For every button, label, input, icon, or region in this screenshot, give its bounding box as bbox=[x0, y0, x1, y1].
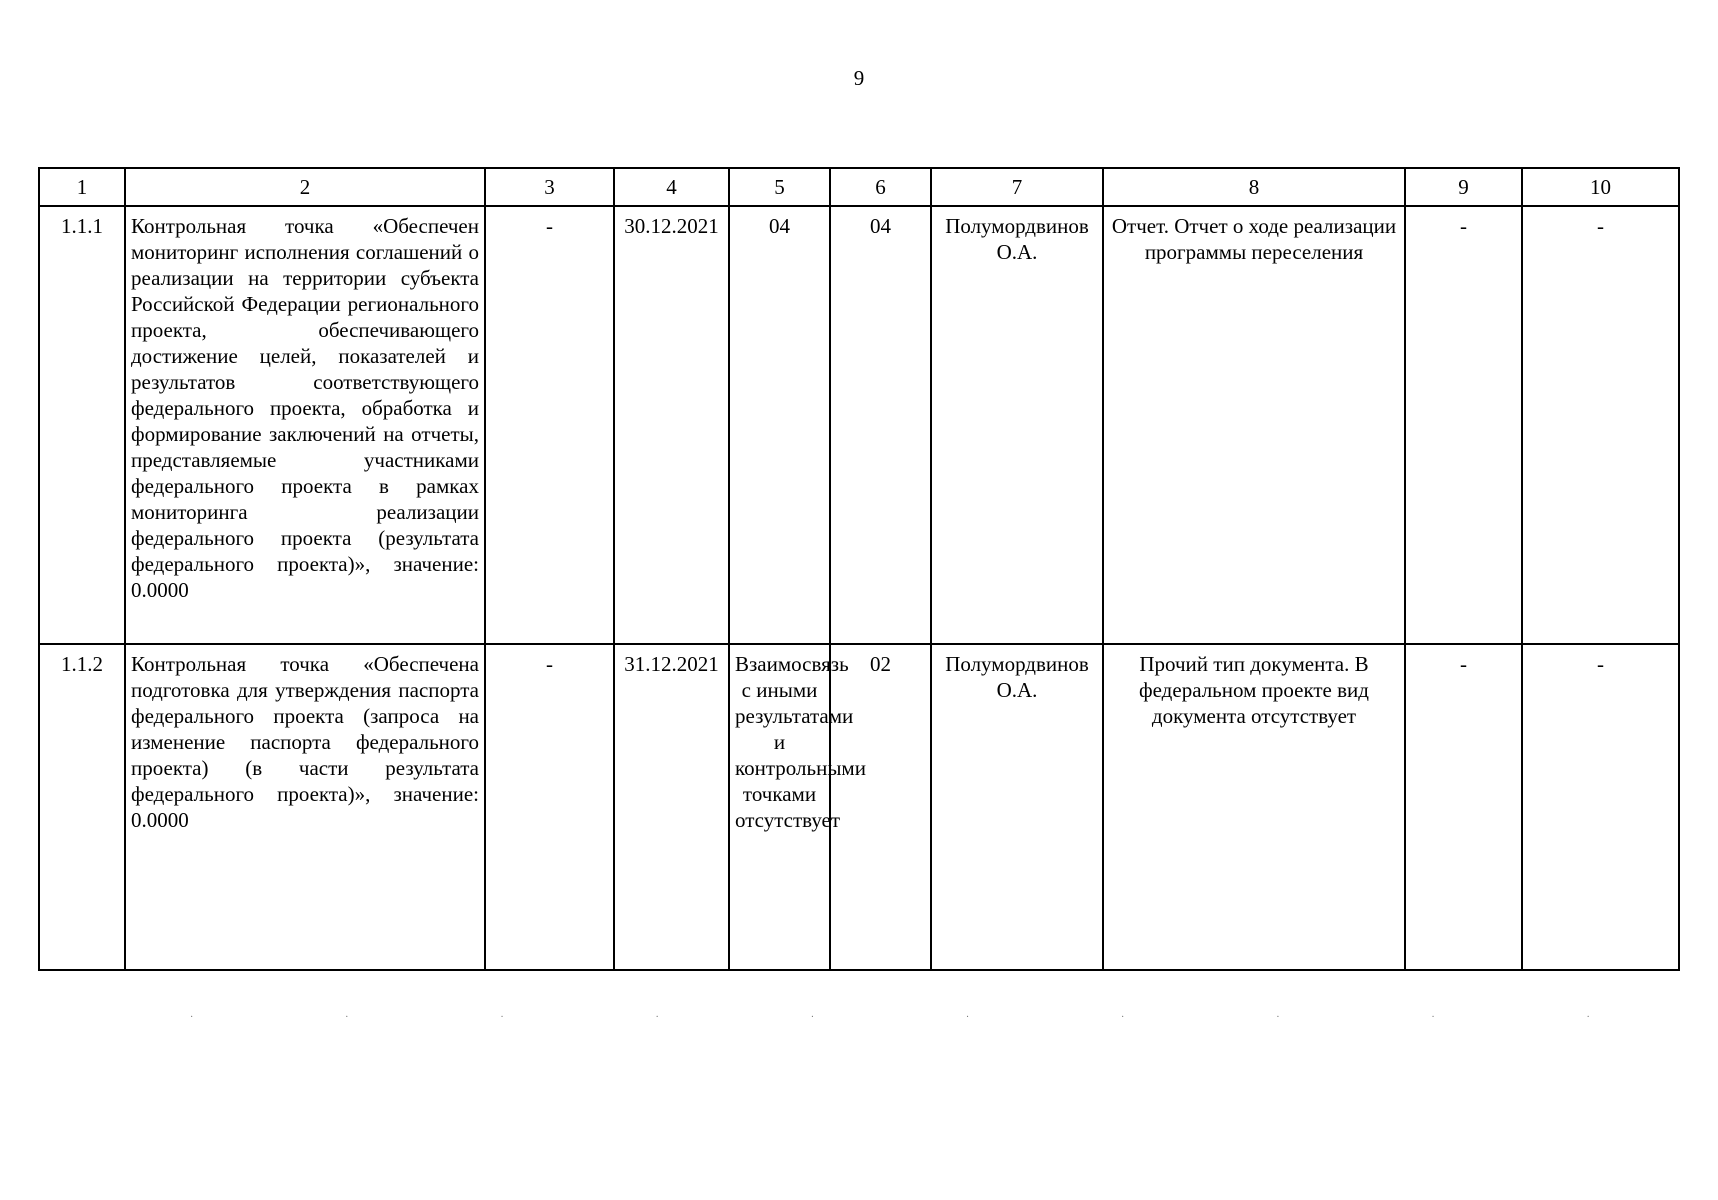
scan-dots-decoration bbox=[190, 1012, 1590, 1023]
control-point-description: Контрольная точка «Обеспечена подготовка для утверждения паспорта федерального проекта (запроса на изменение паспорта федерального проекта) (в части результата федерального проекта)», значение: 0.0000 bbox=[125, 644, 485, 970]
cell-col10: - bbox=[1522, 206, 1679, 644]
scan-dot: · bbox=[1276, 1012, 1280, 1023]
document-type: Отчет. Отчет о ходе реализации программы переселения bbox=[1103, 206, 1405, 644]
column-header: 4 bbox=[614, 168, 729, 206]
control-points-table bbox=[38, 167, 1680, 971]
scan-dot: · bbox=[190, 1012, 194, 1023]
cell-col9: - bbox=[1405, 644, 1522, 970]
responsible-person: Полумордвинов О.А. bbox=[931, 206, 1103, 644]
column-header: 10 bbox=[1522, 168, 1679, 206]
table-header-row bbox=[39, 168, 1679, 206]
cell-col5: 04 bbox=[729, 206, 830, 644]
table-row bbox=[39, 644, 1679, 970]
cell-col5: Взаимосвязь с иными результатами и контрольными точками отсутствует bbox=[729, 644, 830, 970]
row-number: 1.1.2 bbox=[39, 644, 125, 970]
scan-dot: · bbox=[1121, 1012, 1125, 1023]
date-cell: 30.12.2021 bbox=[614, 206, 729, 644]
scan-dot: · bbox=[500, 1012, 504, 1023]
table-row bbox=[39, 206, 1679, 644]
scan-dot: · bbox=[810, 1012, 815, 1023]
column-header: 6 bbox=[830, 168, 931, 206]
row-number: 1.1.1 bbox=[39, 206, 125, 644]
column-header: 1 bbox=[39, 168, 125, 206]
cell-col3: - bbox=[485, 206, 614, 644]
cell-col3: - bbox=[485, 644, 614, 970]
cell-col9: - bbox=[1405, 206, 1522, 644]
document-type: Прочий тип документа. В федеральном проекте вид документа отсутствует bbox=[1103, 644, 1405, 970]
cell-col6: 04 bbox=[830, 206, 931, 644]
column-header: 8 bbox=[1103, 168, 1405, 206]
column-header: 7 bbox=[931, 168, 1103, 206]
control-point-description: Контрольная точка «Обеспечен мониторинг исполнения соглашений о реализации на территории субъекта Российской Федерации регионального проекта, обеспечивающего достижение целей, показателей и результатов соответствующего федерального проекта, обработка и формирование заключений на отчеты, представляемые участниками федерального проекта в рамках мониторинга реализации федерального проекта (результата федерального проекта)», значение: 0.0000 bbox=[125, 206, 485, 644]
page-number: 9 bbox=[853, 66, 865, 90]
scan-dot: · bbox=[1586, 1012, 1590, 1023]
responsible-person: Полумордвинов О.А. bbox=[931, 644, 1103, 970]
scan-dot: · bbox=[1431, 1012, 1435, 1023]
cell-col6: 02 bbox=[830, 644, 931, 970]
column-header: 3 bbox=[485, 168, 614, 206]
column-header: 5 bbox=[729, 168, 830, 206]
cell-col10: - bbox=[1522, 644, 1679, 970]
scan-dot: · bbox=[655, 1012, 659, 1023]
column-header: 2 bbox=[125, 168, 485, 206]
date-cell: 31.12.2021 bbox=[614, 644, 729, 970]
scan-dot: · bbox=[965, 1012, 970, 1023]
scan-dot: · bbox=[345, 1012, 349, 1023]
column-header: 9 bbox=[1405, 168, 1522, 206]
